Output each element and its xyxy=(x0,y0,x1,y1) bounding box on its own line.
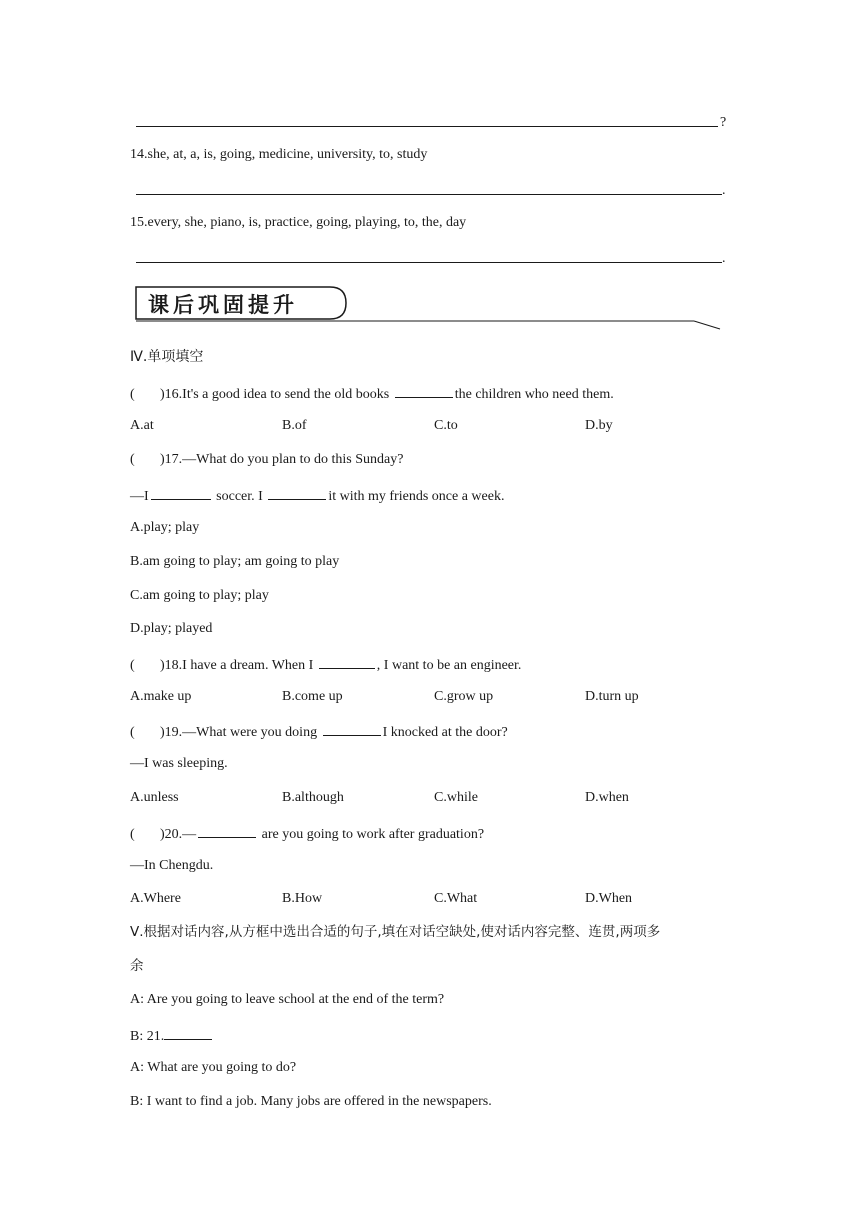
blank[interactable] xyxy=(323,721,381,736)
option-a[interactable]: A.unless xyxy=(130,790,179,805)
option-a[interactable]: A.play; play xyxy=(130,520,200,535)
option-d[interactable]: D.turn up xyxy=(585,689,639,704)
q19-reply: —I was sleeping. xyxy=(130,756,228,771)
answer-paren[interactable]: ( xyxy=(130,452,135,467)
question-19 xyxy=(130,721,508,742)
section-5-heading-cont: 余 xyxy=(130,958,144,974)
q20-suffix: are you going to work after graduation? xyxy=(258,827,485,842)
dialogue-line: A: Are you going to leave school at the end of the term? xyxy=(130,992,445,1007)
answer-paren[interactable]: ( xyxy=(130,387,135,402)
option-c[interactable]: C.while xyxy=(434,790,478,805)
option-d[interactable]: D.by xyxy=(585,418,613,433)
option-c[interactable]: C.What xyxy=(434,891,478,906)
q17-reply-c: it with my friends once a week. xyxy=(328,489,505,504)
question-18 xyxy=(130,654,521,675)
section-5-heading: Ⅴ.根据对话内容,从方框中选出合适的句子,填在对话空缺处,使对话内容完整、连贯,两项多 xyxy=(130,924,661,940)
option-b[interactable]: B.although xyxy=(282,790,344,805)
q18-prefix: )18.I have a dream. When I xyxy=(160,658,317,673)
question-mark: ? xyxy=(720,115,727,130)
dialogue-line xyxy=(130,1025,214,1046)
q20-prefix: )20.— xyxy=(160,827,197,842)
question-14-prompt: 14.she, at, a, is, going, medicine, university, to, study xyxy=(130,147,428,162)
answer-line-14[interactable] xyxy=(136,194,722,195)
blank-21[interactable] xyxy=(164,1025,212,1040)
option-c[interactable]: C.to xyxy=(434,418,458,433)
answer-paren[interactable]: ( xyxy=(130,658,135,673)
blank[interactable] xyxy=(151,485,211,500)
q19-suffix: I knocked at the door? xyxy=(382,725,508,740)
banner-title: 课后巩固提升 xyxy=(148,293,298,317)
option-d[interactable]: D.When xyxy=(585,891,633,906)
period-mark: . xyxy=(722,183,726,198)
period-mark: . xyxy=(722,251,726,266)
dialogue-line: A: What are you going to do? xyxy=(130,1060,297,1075)
q19-prefix: )19.—What were you doing xyxy=(160,725,321,740)
blank[interactable] xyxy=(198,823,256,838)
option-b[interactable]: B.of xyxy=(282,418,307,433)
blank[interactable] xyxy=(319,654,375,669)
option-a[interactable]: A.at xyxy=(130,418,154,433)
blank[interactable] xyxy=(395,383,453,398)
option-d[interactable]: D.when xyxy=(585,790,629,805)
q17-reply-b: soccer. I xyxy=(212,489,267,504)
section-4-heading: Ⅳ.单项填空 xyxy=(130,349,204,365)
q16-prefix: )16.It's a good idea to send the old books xyxy=(160,387,393,402)
q17-reply-a: —I xyxy=(130,489,149,504)
option-d[interactable]: D.play; played xyxy=(130,621,213,636)
option-b[interactable]: B.come up xyxy=(282,689,343,704)
question-15-prompt: 15.every, she, piano, is, practice, going, playing, to, the, day xyxy=(130,215,467,230)
question-20 xyxy=(130,823,484,844)
dialogue-b-21: B: 21. xyxy=(130,1029,165,1044)
option-b[interactable]: B.am going to play; am going to play xyxy=(130,554,340,569)
question-17 xyxy=(130,451,403,469)
option-a[interactable]: A.Where xyxy=(130,891,181,906)
option-c[interactable]: C.am going to play; play xyxy=(130,588,269,603)
blank[interactable] xyxy=(268,485,326,500)
answer-paren[interactable]: ( xyxy=(130,725,135,740)
q20-reply: —In Chengdu. xyxy=(130,858,214,873)
q17-prompt: )17.—What do you plan to do this Sunday? xyxy=(160,452,404,467)
option-c[interactable]: C.grow up xyxy=(434,689,494,704)
option-b[interactable]: B.How xyxy=(282,891,323,906)
answer-line-15[interactable] xyxy=(136,262,722,263)
answer-paren[interactable]: ( xyxy=(130,827,135,842)
q18-suffix: , I want to be an engineer. xyxy=(376,658,522,673)
answer-line-13 xyxy=(136,126,718,127)
dialogue-line: B: I want to find a job. Many jobs are offered in the newspapers. xyxy=(130,1094,492,1109)
section-banner xyxy=(134,285,724,340)
option-a[interactable]: A.make up xyxy=(130,689,192,704)
q17-reply xyxy=(130,485,504,506)
q16-suffix: the children who need them. xyxy=(454,387,614,402)
question-16 xyxy=(130,383,614,404)
